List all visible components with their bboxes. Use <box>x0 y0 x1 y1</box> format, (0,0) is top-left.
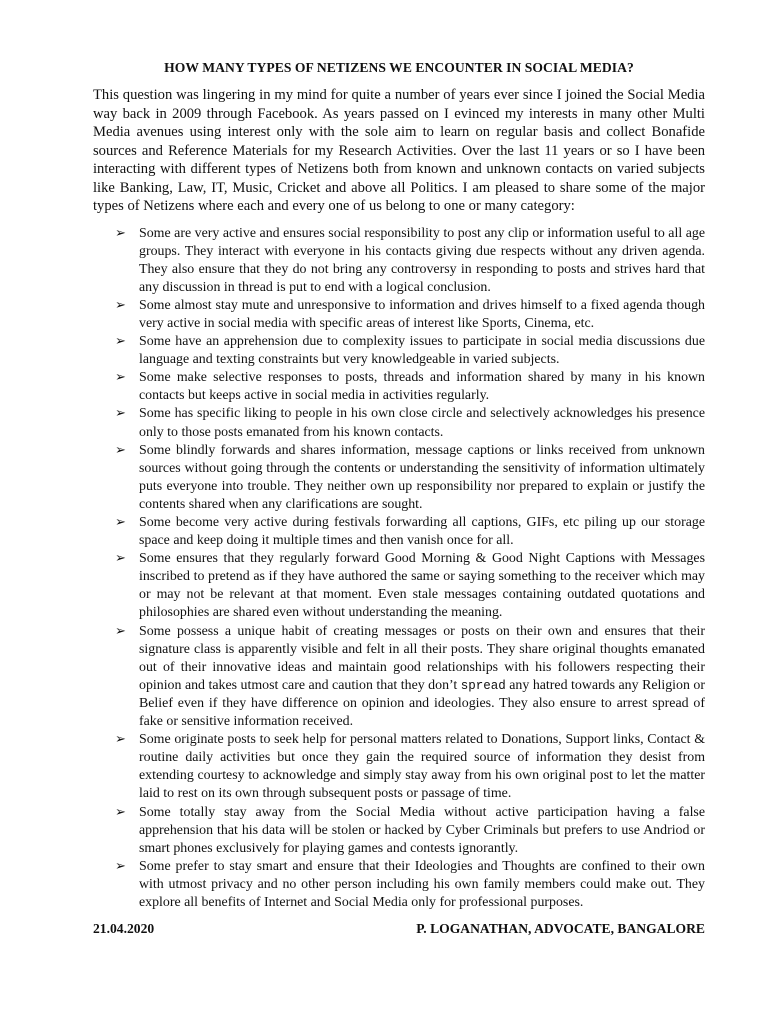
list-item-text: Some blindly forwards and shares information, message captions or links received from unknown sources without going through the contents or understanding the sensitivity of information ultimately puts everyone into trouble. They neither own up responsibility nor prepared to explain or justify the contents shared when any clarifications are sought. <box>139 442 705 512</box>
list-item <box>93 405 705 441</box>
list-item-text-mono: spread <box>460 678 506 693</box>
list-item <box>93 442 705 514</box>
arrow-bullet-icon: ➢ <box>115 623 126 639</box>
list-item-text: Some become very active during festivals forwarding all captions, GIFs, etc piling up our storage space and keep doing it multiple times and then vanish once for all. <box>139 515 705 549</box>
footer-date: 21.04.2020 <box>93 921 155 936</box>
page-title: HOW MANY TYPES OF NETIZENS WE ENCOUNTER IN SOCIAL MEDIA? <box>164 60 634 75</box>
arrow-bullet-icon: ➢ <box>115 804 126 820</box>
arrow-bullet-icon: ➢ <box>115 551 126 567</box>
arrow-bullet-icon: ➢ <box>115 406 126 422</box>
footer-author: P. LOGANATHAN, ADVOCATE, BANGALORE <box>416 921 705 936</box>
list-item-text-end: any hatred towards any Religion or Belief even if they have difference on opinion and ideologies. They also ensure to arrest spread of fake or sensitive information received. <box>139 677 705 730</box>
arrow-bullet-icon: ➢ <box>115 334 126 350</box>
list-item <box>93 804 705 858</box>
list-item-text: Some prefer to stay smart and ensure that their Ideologies and Thoughts are confined to their own with utmost privacy and no other person including his own family members could make out. They explore all benefits of Internet and Social Media only for professional purposes. <box>139 858 705 910</box>
list-item <box>93 731 705 803</box>
arrow-bullet-icon: ➢ <box>115 297 126 313</box>
intro-paragraph: This question was lingering in my mind for quite a number of years ever since I joined the Social Media way back in 2009 through Facebook. As years passed on I evinced my interests in many other Multi Media avenues using interest only with the sole aim to learn on regular basis and collect Bonafide sources and Reference Materials for my Research Activities. Over the last 11 years or so I have been interacting with different types of Netizens both from known and unknown contacts on varied subjects like Banking, Law, IT, Music, Cricket and above all Politics. I am pleased to share some of the major types of Netizens where each and every one of us belong to one or many category: <box>93 87 705 214</box>
list-item-text: Some have an apprehension due to complexity issues to participate in social media discussions due language and texting constraints but very knowledgeable in varied subjects. <box>139 334 705 368</box>
list-item <box>93 297 705 333</box>
list-item-text: Some ensures that they regularly forward Good Morning & Good Night Captions with Messages inscribed to pretend as if they have authored the same or saying something to the receiver which may or may not be relevant at that moment. Even stale messages containing outdated quotations and philosophies are shared even without understanding the meaning. <box>139 551 705 621</box>
list-item <box>93 369 705 405</box>
list-item <box>93 550 705 622</box>
list-item <box>93 333 705 369</box>
list-item-text: Some totally stay away from the Social Media without active participation having a false apprehension that his data will be stolen or hacked by Cyber Criminals but prefers to use Andriod or smart phones exclusively for playing games and contests ignorantly. <box>139 804 705 856</box>
arrow-bullet-icon: ➢ <box>115 225 126 241</box>
list-item-text: Some almost stay mute and unresponsive to information and drives himself to a fixed agenda though very active in social media with specific areas of interest like Sports, Cinema, etc. <box>139 297 705 331</box>
list-item-text-start: Some possess a unique habit of creating messages or posts on their own and ensures that their signature class is apparently visible and felt in all their posts. They share original thoughts emanated out of their innovative ideas and maintain good relationships with his followers respecting their opinion and takes utmost care and caution that they don’t <box>139 623 705 693</box>
document-page <box>93 60 705 912</box>
arrow-bullet-icon: ➢ <box>115 442 126 458</box>
arrow-bullet-icon: ➢ <box>115 515 126 530</box>
list-item-text: Some are very active and ensures social responsibility to post any clip or information useful to all age groups. They interact with everyone in his contacts giving due respects without any driven agenda. They also ensure that they do not bring any controversy in responding to posts and strives hard that any discussion in thread is put to end with a logical conclusion. <box>139 225 705 295</box>
list-item <box>93 623 705 732</box>
arrow-bullet-icon: ➢ <box>115 858 126 874</box>
list-item-text: Some has specific liking to people in his own close circle and selectively acknowledges his presence only to those posts emanated from his known contacts. <box>139 406 705 440</box>
list-item-text: Some originate posts to seek help for personal matters related to Donations, Support links, Contact & routine daily activities but once they gain the required source of information they desist from extending courtesy to acknowledge and simply stay away from his own original post to let the matter laid to rest on its own through subsequent posts or passage of time. <box>139 732 705 802</box>
list-item-text: Some make selective responses to posts, threads and information shared by many in his known contacts but keeps active in social media in activities regularly. <box>139 370 705 404</box>
netizen-types-list <box>93 225 705 913</box>
list-item <box>93 514 705 550</box>
arrow-bullet-icon: ➢ <box>115 370 126 386</box>
list-item <box>93 225 705 297</box>
list-item <box>93 858 705 912</box>
arrow-bullet-icon: ➢ <box>115 732 126 748</box>
